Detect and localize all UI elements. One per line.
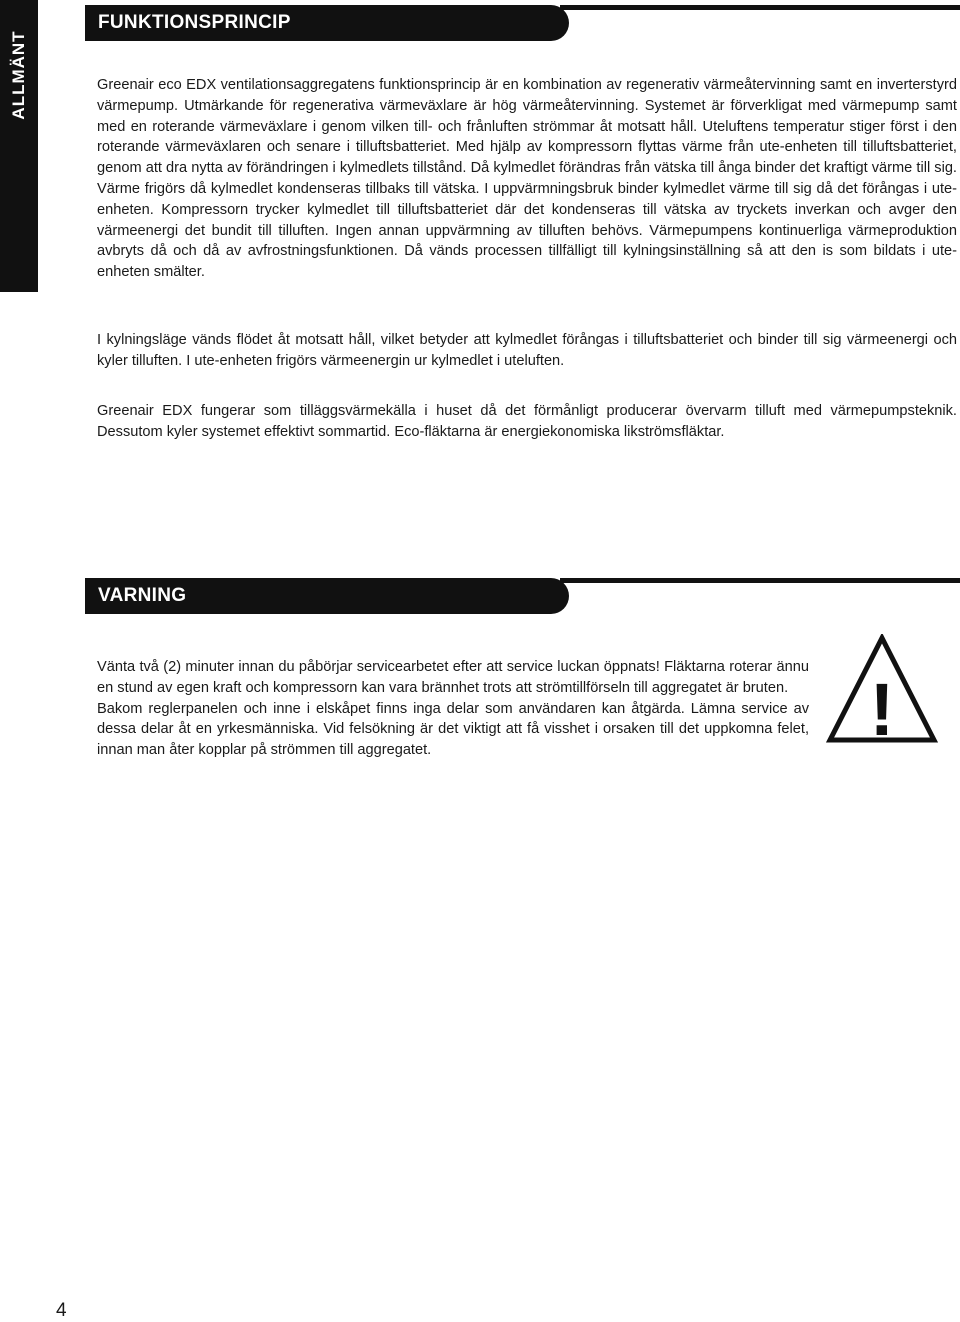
section-heading-principle-text: FUNKTIONSPRINCIP (98, 12, 291, 33)
principle-paragraph-2 (97, 330, 957, 372)
heading-rule-principle (560, 5, 960, 10)
section-heading-principle (85, 5, 569, 41)
warning-paragraph-2: Bakom reglerpanelen och inne i elskåpet finns inga delar som användaren kan åtgärda. Lämna service av dessa delar åt en yrkesmänniska. Vid felsökning är det viktigt att få visshet i orsaken till det uppkomna felet, innan man åter kopplar på strömmen till aggregatet. (97, 700, 809, 759)
section-heading-warning (85, 578, 569, 614)
warning-paragraphs (97, 657, 809, 761)
heading-rule-warning (560, 578, 960, 583)
principle-paragraph-3-text: Greenair EDX fungerar som tilläggsvärmekälla i huset då det förmånligt producerar övervarm tilluft med värmepumpsteknik. Dessutom kyler systemet effektivt sommartid. Eco-fläktarna är energiekonomiska likströmsfläktar. (97, 403, 957, 440)
warning-paragraph-1: Vänta två (2) minuter innan du påbörjar servicearbetet efter att service luckan öppnats! Fläktarna roterar ännu en stund av egen kraft och kompressorn kan vara brännhet trots att strömtillförseln till aggregatet är bruten. (97, 659, 809, 696)
principle-paragraph-1 (97, 75, 957, 283)
principle-paragraph-1-text: Greenair eco EDX ventilationsaggregatens funktionsprincip är en kombination av regenerativ värmeåtervinning samt en inverterstyrd värmepump. Utmärkande för regenerativa värmeväxlare är hög värmeåtervinning. Systemet är förverkligat med värmepump samt med en roterande värmeväxlare i genom vilken till- och frånluften strömmar åt motsatt håll. Uteluftens temperatur stiger först i den roterande värmeväxlaren och senare i tilluftsbatteriet. Med hjälp av kompressorn flyttas värme från ute-enheten till tilluftsbatteriet, genom att dra nytta av förändringen i kylmedlets tillstånd. Då kylmedlet förändras från vätska till ånga binder det kraftigt värme till sig. Värme frigörs då kylmedlet kondenseras tillbaks till vätska. I uppvärmningsbruk binder kylmedlet värme till sig då det förångas i ute-enheten. Kompressorn trycker kylmedlet till tilluftsbatteriet där det kondenseras till vätska av tryckets inverkan och avger den värmeenergi det bundit till tilluften. Ingen annan uppvärmning av tilluften behövs. Värmepumpens kontinuerliga värmeproduktion avbryts då och då av avfrostningsfunktionen. Då vänds processen tillfälligt till kylningsinställning så att den is som bildats i ute-enheten smälter. (97, 77, 957, 281)
warning-exclamation: ! (869, 668, 895, 744)
principle-paragraph-2-text: I kylningsläge vänds flödet åt motsatt håll, vilket betyder att kylmedlet förångas i tilluftsbatteriet och binder till sig värmeenergi och kyler tilluften. I ute-enheten frigörs värmeenergin ur kylmedlet i uteluften. (97, 332, 957, 369)
page-number: 4 (56, 1300, 67, 1321)
warning-triangle-icon (826, 634, 938, 744)
side-tab-label: ALLMÄNT (9, 30, 28, 120)
section-heading-warning-text: VARNING (98, 585, 187, 606)
side-tab (0, 0, 38, 292)
principle-paragraph-3 (97, 401, 957, 443)
